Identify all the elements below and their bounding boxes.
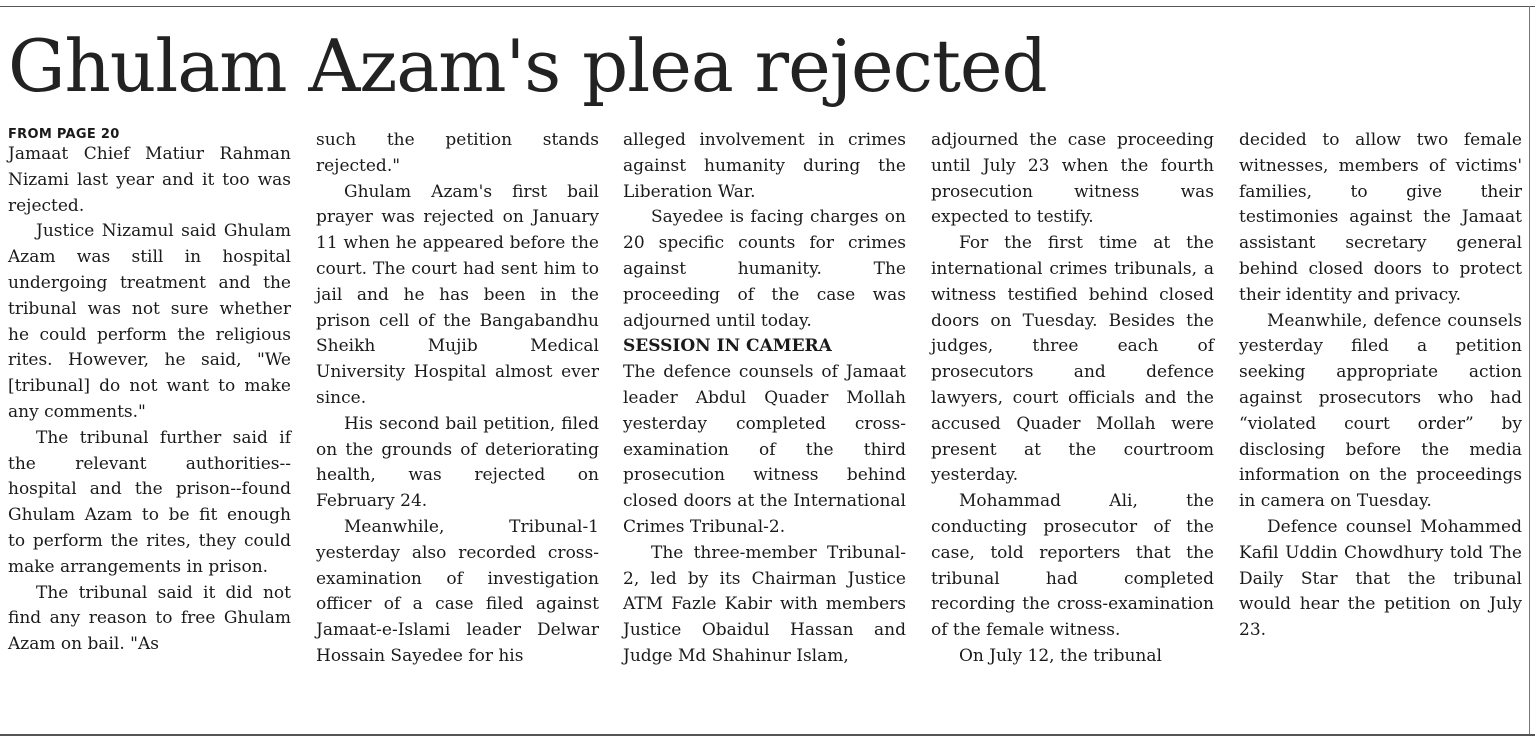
article-column-1 (8, 128, 291, 658)
paragraph: Justice Nizamul said Ghulam Azam was still in hospital undergoing treatment and the tribunal was not sure whether he could perform the religious rites. However, he said, "We [tribunal] do not want to make any comments." (8, 221, 291, 422)
paragraph: The defence counsels of Jamaat leader Abdul Quader Mollah yesterday completed cross-examination of the third prosecution witness behind closed doors at the International Crimes Tribunal-2. (623, 362, 906, 537)
paragraph: The three-member Tribunal-2, led by its Chairman Justice ATM Fazle Kabir with members Justice Obaidul Hassan and Judge Md Shahinur Islam, (623, 542, 906, 666)
section-subhead: SESSION IN CAMERA (623, 336, 832, 357)
paragraph: Ghulam Azam's first bail prayer was rejected on January 11 when he appeared before the court. The court had sent him to jail and he has been in the prison cell of the Bangabandhu Sheikh Mujib Medical University Hospital almost ever since. (316, 181, 599, 408)
paragraph: On July 12, the tribunal (959, 645, 1162, 666)
paragraph: Meanwhile, Tribunal-1 yesterday also recorded cross-examination of investigation officer of a case filed against Jamaat-e-Islami leader Delwar Hossain Sayedee for his (316, 516, 599, 666)
paragraph: Meanwhile, defence counsels yesterday filed a petition seeking appropriate action against prosecutors who had “violated court order” by disclosing before the media information on the proceedings in camera on Tuesday. (1239, 310, 1522, 512)
paragraph: His second bail petition, filed on the grounds of deteriorating health, was rejected on February 24. (316, 413, 599, 512)
paragraph: Sayedee is facing charges on 20 specific counts for crimes against humanity. The proceeding of the case was adjourned until today. (623, 207, 906, 331)
paragraph: decided to allow two female witnesses, members of victims' families, to give their testimonies against the Jamaat assistant secretary general behind closed doors to protect their identity and privacy. (1239, 130, 1522, 305)
paragraph: For the first time at the international crimes tribunals, a witness testified behind closed doors on Tuesday. Besides the judges, three each of prosecutors and defence lawyers, court officials and the accused Quader Mollah were present at the courtroom yesterday. (931, 233, 1214, 486)
kicker: FROM PAGE 20 (8, 127, 120, 142)
bottom-rule (0, 734, 1535, 736)
article-column-3 (623, 128, 906, 670)
paragraph: such the petition stands rejected." (316, 130, 599, 176)
paragraph: The tribunal further said if the relevant authorities--hospital and the prison--found Ghulam Azam to be fit enough to perform the rites, they could make arrangements in prison. (8, 427, 291, 577)
article-column-2 (316, 128, 599, 670)
paragraph: adjourned the case proceeding until July 23 when the fourth prosecution witness was expected to testify. (931, 130, 1214, 228)
headline: Ghulam Azam's plea rejected (8, 24, 1047, 108)
paragraph: alleged involvement in crimes against humanity during the Liberation War. (623, 130, 906, 202)
paragraph: Jamaat Chief Matiur Rahman Nizami last year and it too was rejected. (8, 144, 291, 216)
paragraph: Mohammad Ali, the conducting prosecutor of the case, told reporters that the tribunal had completed recording the cross-examination of the female witness. (931, 491, 1214, 641)
article-column-4 (931, 128, 1214, 670)
top-rule (0, 6, 1535, 7)
paragraph: The tribunal said it did not find any reason to free Ghulam Azam on bail. "As (8, 582, 291, 655)
right-rule (1529, 6, 1530, 736)
article-column-5 (1239, 128, 1522, 644)
paragraph: Defence counsel Mohammed Kafil Uddin Chowdhury told The Daily Star that the tribunal would hear the petition on July 23. (1239, 516, 1522, 641)
